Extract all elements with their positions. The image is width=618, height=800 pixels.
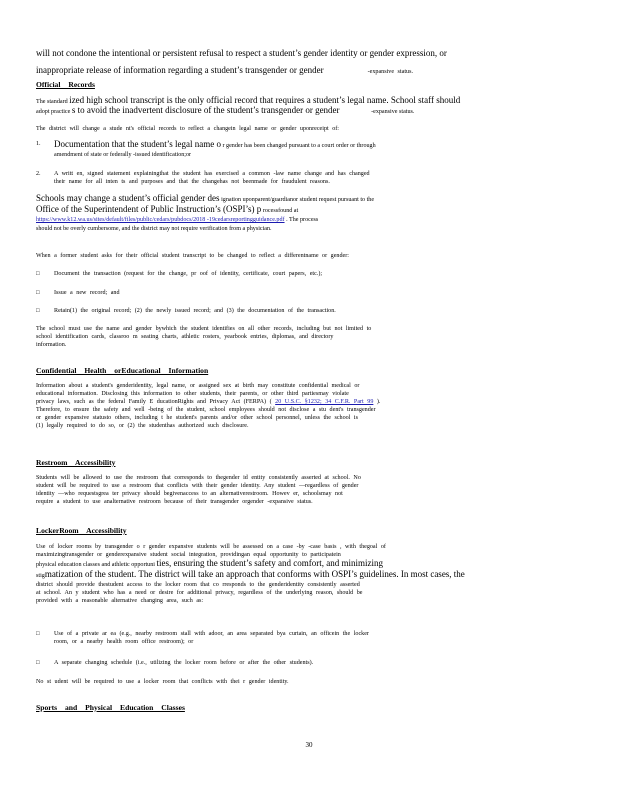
official-para-1-line-2: adopt practice s to avoid the inadvertent disclosure of the student’s transgender or gender -expansive status.	[36, 105, 415, 115]
heading-sports-pe: Sports and Physical Education Classes	[36, 703, 185, 712]
official-bullet-2: □ Issue a new record; and	[36, 290, 120, 296]
official-bullet-1: □ Document the transaction (request for the change, pr oof of identity, certificate, court papers, etc.);	[36, 271, 323, 277]
carryover-line-1: will not condone the intentional or persistent refusal to respect a student’s gender identity or gender expression, or	[36, 48, 447, 58]
heading-locker-room-accessibility: LockerRoom Accessibility	[36, 526, 127, 535]
checkbox-bullet-icon: □	[36, 271, 40, 277]
heading-restroom-accessibility: Restroom Accessibility	[36, 458, 116, 467]
checkbox-bullet-icon: □	[36, 308, 40, 314]
official-para-1-line-1: The standard ized high school transcript is the only official record that requires a student’s legal name. School staff should	[36, 95, 461, 105]
official-para-3: Schools may change a student’s official gender des ignation uponparent/guardianor student request pursuant to the Office of the Superintendent of Public Instruction’s (OSPI’s) p rocessfound at https://www.k12.wa.us/sites/default/files/public/cedars/pubdocs/2018 -19cedarsreportingguidance.pdf . The process should not be overly cumbersome, and the district may not require verification from a physician.	[36, 193, 375, 232]
official-item-1: 1. Documentation that the student’s legal name o r gender has been changed pursuant to a court order or through amendment of state or federally -issued identification;or	[36, 139, 376, 158]
confidential-paragraph: Information about a student's genderidentity, legal name, or assigned sex at birth may constitute confidential medical or educational information. Disclosing this information to other students, their parents, or other third partiesmay violate privacy laws, such as the federal Family E ducationRights and Privacy Act (FERPA) ( 20 U.S.C. §1232; 34 C.F.R. Part 99 ). Therefore, to ensure the safety and well -being of the student, school employees should not disclose a stu dent's transgender or gender expansive statusto others, including t he student's parents and/or other school personnel, unless the school is (1) legally required to do so, or (2) the studenthas authorized such disclosure.	[36, 383, 381, 429]
restroom-paragraph: Students will be allowed to use the restroom that corresponds to thegender id entity consistently asserted at school. No student will be required to use a restroom that conflicts with their gender identity. Any student —regardless of gender identity —who requestsgrea ter privacy should begivenaccess to an alternativerestroom. Howev er, schoolsmay not require a student to use analternative restroom because of their transgender orgender -expansive status.	[36, 475, 361, 505]
locker-final-line: No st udent will be required to use a locker room that conflicts with thei r gender identity.	[36, 679, 289, 685]
checkbox-bullet-icon: □	[36, 631, 40, 637]
locker-paragraph: Use of locker rooms by transgender o r gender expansive students will be assessed on a case -by -case basis , with thegoal of maximizingtransgender or genderexpansive student social integration, providingan equal opportunity to participatein physical education classes and athletic opportuni ties, ensuring the student’s safety and comfort, and minimizing stigmatization of the student. The district will take an approach that conforms with OSPI’s guidelines. In most cases, the district should provide thestudent access to the locker room that co rresponds to the genderidentity consistently asserted at school. An y student who has a need or desire for additional privacy, regardless of the underlying reason, should be provided with a reasonable alternative changing area, such as:	[36, 544, 465, 604]
carryover-line-2: inappropriate release of information regarding a student’s transgender or gender -expansive status.	[36, 65, 413, 75]
official-para-2: The district will change a stude nt's official records to reflect a changein legal name or gender uponreceipt of:	[36, 126, 339, 132]
official-item-2: 2. A writt en, signed statement explainingthat the student has exercised a common -law name change and has changed their name for all inten ts and purposes and that the changehas not beenmade for fraudulent reasons.	[36, 171, 370, 185]
official-para-5: The school must use the name and gender bywhich the student identifies on all other records, including but not limited to school identification cards, classroo m seating charts, athletic rosters, yearbook entries, diplomas, and directory information.	[36, 326, 372, 348]
official-para-4: When a former student asks for their official student transcript to be changed to reflect a differentname or gender:	[36, 253, 349, 259]
heading-confidential-information: Confidential Health orEducational Information	[36, 366, 209, 375]
checkbox-bullet-icon: □	[36, 660, 40, 666]
ferpa-citation-link[interactable]: 20 U.S.C. §1232; 34 C.F.R. Part 99	[275, 399, 374, 405]
osp-guidance-link[interactable]: https://www.k12.wa.us/sites/default/files/public/cedars/pubdocs/2018 -19cedarsreportingguidance.pdf	[36, 217, 285, 223]
heading-official-records: Official Records	[36, 80, 95, 89]
page-number: 30	[305, 741, 313, 749]
checkbox-bullet-icon: □	[36, 290, 40, 296]
locker-bullet-2: □ A separate changing schedule (i.e., utilizing the locker room before or after the other students).	[36, 660, 314, 666]
official-bullet-3: □ Retain(1) the original record; (2) the newly issued record; and (3) the documentation of the transaction.	[36, 308, 336, 314]
locker-bullet-1: □ Use of a private ar ea (e.g., nearby restroom stall with adoor, an area separated bya curtain, an officein the locker room, or a nearby health room office restroom); or	[36, 631, 369, 645]
